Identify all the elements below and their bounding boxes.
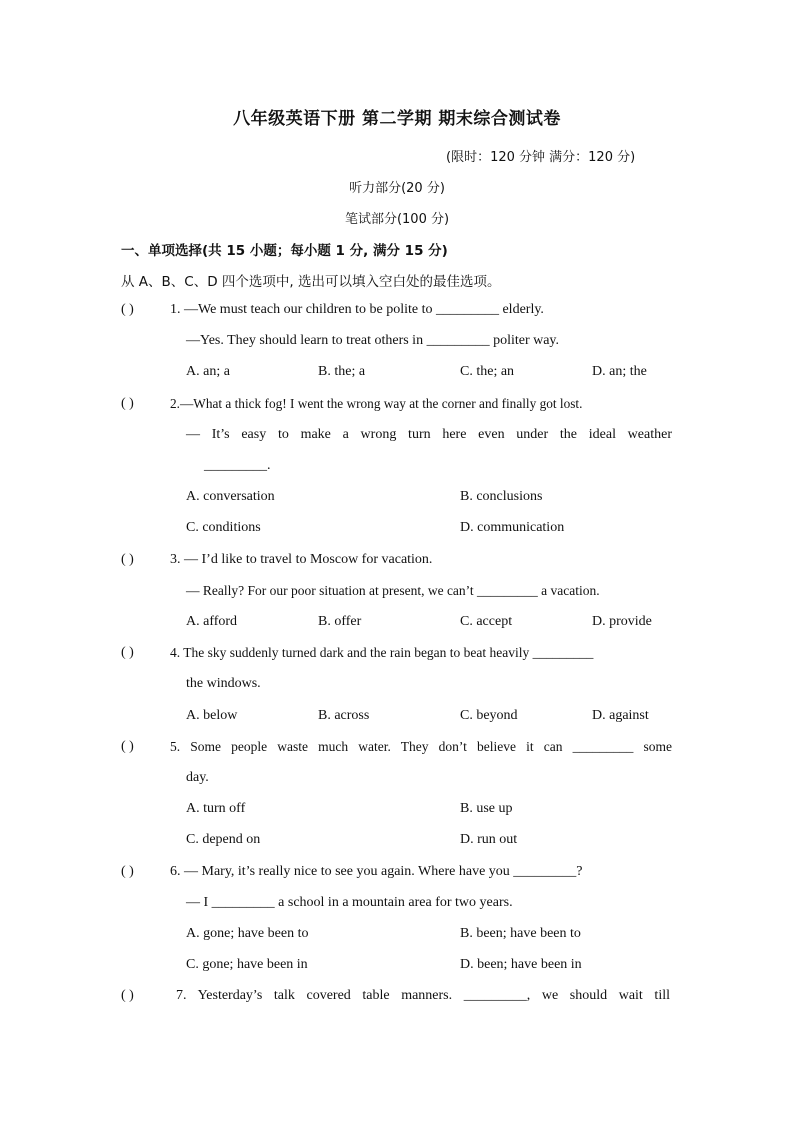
question-line: 2.—What a thick fog! I went the wrong way at the corner and finally got lost. bbox=[170, 396, 583, 411]
question-line: — I _________ a school in a mountain area for two years. bbox=[186, 895, 513, 910]
question-line: 7. Yesterday’s talk covered table manners. _________, we should wait till bbox=[176, 988, 670, 1003]
question-line: 5. Some people waste much water. They don’t believe it can _________ some bbox=[170, 739, 672, 754]
question-line: 6. — Mary, it’s really nice to see you again. Where have you _________? bbox=[170, 864, 583, 879]
option-a: A. conversation bbox=[186, 489, 275, 504]
option-c: C. depend on bbox=[186, 832, 261, 847]
question-line: _________. bbox=[204, 458, 271, 473]
listening-part-label: 听力部分(20 分) bbox=[349, 181, 445, 196]
option-d: D. run out bbox=[460, 832, 518, 847]
question-line: — Really? For our poor situation at present, we can’t _________ a vacation. bbox=[186, 583, 600, 598]
option-d: D. provide bbox=[592, 614, 652, 629]
option-b: B. across bbox=[318, 708, 370, 723]
question-line: —Yes. They should learn to treat others in _________ politer way. bbox=[186, 333, 560, 348]
section-heading: 一、单项选择(共 15 小题；每小题 1 分, 满分 15 分) bbox=[121, 243, 448, 259]
answer-blank[interactable]: ( ) bbox=[121, 396, 134, 411]
option-b: B. been; have been to bbox=[460, 926, 581, 941]
question-line: — It’s easy to make a wrong turn here even under the ideal weather bbox=[186, 427, 672, 442]
answer-blank[interactable]: ( ) bbox=[121, 645, 134, 660]
question-line: the windows. bbox=[186, 676, 261, 691]
option-b: B. the; a bbox=[318, 364, 366, 379]
answer-blank[interactable]: ( ) bbox=[121, 302, 134, 317]
option-c: C. beyond bbox=[460, 708, 518, 723]
option-b: B. conclusions bbox=[460, 489, 543, 504]
time-score-info: (限时：120 分钟 满分：120 分) bbox=[446, 150, 636, 165]
question-line: 1. —We must teach our children to be polite to _________ elderly. bbox=[170, 302, 544, 317]
answer-blank[interactable]: ( ) bbox=[121, 552, 134, 567]
option-c: C. accept bbox=[460, 614, 513, 629]
option-d: D. an; the bbox=[592, 364, 647, 379]
option-d: D. against bbox=[592, 708, 649, 723]
question-line: 4. The sky suddenly turned dark and the rain began to beat heavily _________ bbox=[170, 645, 594, 660]
option-a: A. afford bbox=[186, 614, 238, 629]
question-line: 3. — I’d like to travel to Moscow for vacation. bbox=[170, 552, 433, 567]
answer-blank[interactable]: ( ) bbox=[121, 739, 134, 754]
option-a: A. below bbox=[186, 708, 238, 723]
option-c: C. conditions bbox=[186, 520, 261, 535]
page-title: 八年级英语下册 第二学期 期末综合测试卷 bbox=[233, 109, 561, 129]
answer-blank[interactable]: ( ) bbox=[121, 864, 134, 879]
question-line: day. bbox=[186, 770, 209, 785]
writing-part-label: 笔试部分(100 分) bbox=[344, 212, 450, 227]
option-c: C. the; an bbox=[460, 364, 515, 379]
option-d: D. been; have been in bbox=[460, 957, 582, 972]
option-d: D. communication bbox=[460, 520, 565, 535]
option-c: C. gone; have been in bbox=[186, 957, 308, 972]
option-a: A. an; a bbox=[186, 364, 230, 379]
option-a: A. turn off bbox=[186, 801, 246, 816]
option-b: B. offer bbox=[318, 614, 362, 629]
option-a: A. gone; have been to bbox=[186, 926, 309, 941]
section-instruction: 从 A、B、C、D 四个选项中, 选出可以填入空白处的最佳选项。 bbox=[121, 274, 501, 290]
answer-blank[interactable]: ( ) bbox=[121, 988, 134, 1003]
option-b: B. use up bbox=[460, 801, 513, 816]
